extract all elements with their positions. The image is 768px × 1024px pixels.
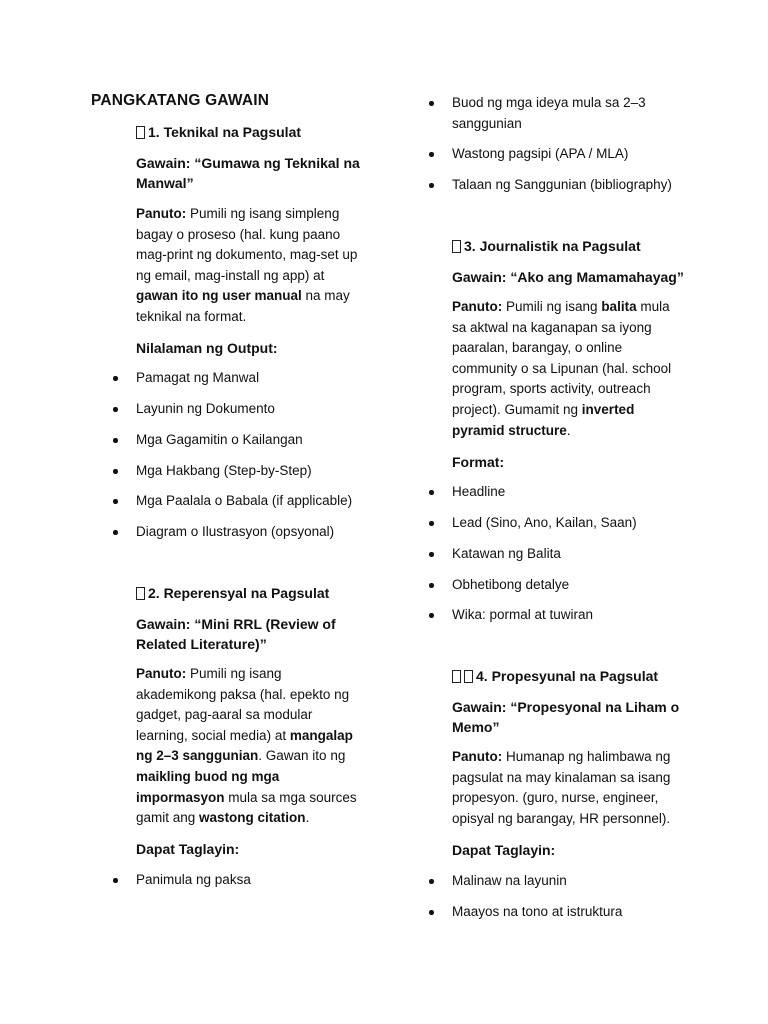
section-4-panuto: Panuto: Humanap ng halimbawa ng pagsulat na may kinalaman sa isang propesyon. (guro, nurse, engineer, opisyal ng barangay, HR personnel).: [452, 749, 671, 826]
section-4-list-heading: Dapat Taglayin:: [452, 842, 556, 858]
bullet-icon: [429, 490, 434, 495]
list-item: Layunin ng Dokumento: [136, 401, 275, 416]
bullet-icon: [113, 499, 118, 504]
list-item: Mga Paalala o Babala (if applicable): [136, 493, 353, 508]
bullet-icon: [113, 469, 118, 474]
list-item: Talaan ng Sanggunian (bibliography): [452, 177, 672, 192]
checkbox-icon: [452, 240, 461, 253]
bullet-icon: [429, 879, 434, 884]
bullet-icon: [113, 376, 118, 381]
list-item: Mga Gagamitin o Kailangan: [136, 432, 303, 447]
list-item: Buod ng mga ideya mula sa 2–3 sanggunian: [452, 95, 646, 131]
section-2-panuto: Panuto: Pumili ng isang akademikong paksa (hal. epekto ng gadget, pag-aaral sa modular learning, social media) at mangalap ng 2–3 sanggunian. Gawan ito ng maikling buod ng mga impormasyon mula sa mga sources gamit ang wastong citation.: [136, 666, 357, 826]
bullet-icon: [429, 613, 434, 618]
bullet-icon: [113, 407, 118, 412]
list-item: Diagram o Ilustrasyon (opsyonal): [136, 524, 335, 539]
list-item: Pamagat ng Manwal: [136, 370, 260, 385]
section-4-gawain: Gawain: “Propesyonal na Liham o Memo”: [452, 699, 680, 735]
list-item: Wika: pormal at tuwiran: [452, 607, 594, 622]
checkbox-icon: [464, 670, 473, 683]
section-3-panuto: Panuto: Pumili ng isang balita mula sa aktwal na kaganapan sa iyong paaralan, barangay, o online community o sa Lipunan (hal. school program, sports activity, outreach project). Gumamit ng inverted pyramid structure.: [452, 299, 672, 438]
checkbox-icon: [452, 670, 461, 683]
section-1-panuto: Panuto: Pumili ng isang simpleng bagay o proseso (hal. kung paano mag-print ng dokumento, mag-set up ng email, mag-install ng app) at gawan ito ng user manual na may teknikal na format.: [136, 206, 358, 324]
section-3-gawain: Gawain: “Ako ang Mamamahayag”: [452, 269, 684, 285]
bullet-icon: [429, 910, 434, 915]
section-1-heading: 1. Teknikal na Pagsulat: [136, 122, 301, 142]
section-4-heading: 4. Propesyunal na Pagsulat: [452, 666, 658, 686]
checkbox-icon: [136, 126, 145, 139]
section-2-heading: 2. Reperensyal na Pagsulat: [136, 583, 329, 603]
list-item: Lead (Sino, Ano, Kailan, Saan): [452, 515, 637, 530]
list-item: Malinaw na layunin: [452, 873, 567, 888]
section-3-list-heading: Format:: [452, 454, 505, 470]
page-title: PANGKATANG GAWAIN: [91, 92, 270, 109]
bullet-icon: [429, 152, 434, 157]
bullet-icon: [113, 878, 118, 883]
bullet-icon: [429, 552, 434, 557]
list-item: Mga Hakbang (Step-by-Step): [136, 463, 312, 478]
bullet-icon: [429, 101, 434, 106]
section-2-gawain: Gawain: “Mini RRL (Review of Related Literature)”: [136, 616, 336, 652]
bullet-icon: [429, 183, 434, 188]
section-1-gawain: Gawain: “Gumawa ng Teknikal na Manwal”: [136, 155, 360, 191]
bullet-icon: [113, 530, 118, 535]
bullet-icon: [113, 438, 118, 443]
list-item: Wastong pagsipi (APA / MLA): [452, 146, 629, 161]
bullet-icon: [429, 521, 434, 526]
list-item: Obhetibong detalye: [452, 577, 570, 592]
list-item: Katawan ng Balita: [452, 546, 561, 561]
list-item: Panimula ng paksa: [136, 872, 251, 887]
checkbox-icon: [136, 587, 145, 600]
section-1-list-heading: Nilalaman ng Output:: [136, 340, 278, 356]
section-3-heading: 3. Journalistik na Pagsulat: [452, 236, 641, 256]
list-item: Headline: [452, 484, 506, 499]
section-2-list-heading: Dapat Taglayin:: [136, 841, 240, 857]
bullet-icon: [429, 583, 434, 588]
list-item: Maayos na tono at istruktura: [452, 904, 623, 919]
